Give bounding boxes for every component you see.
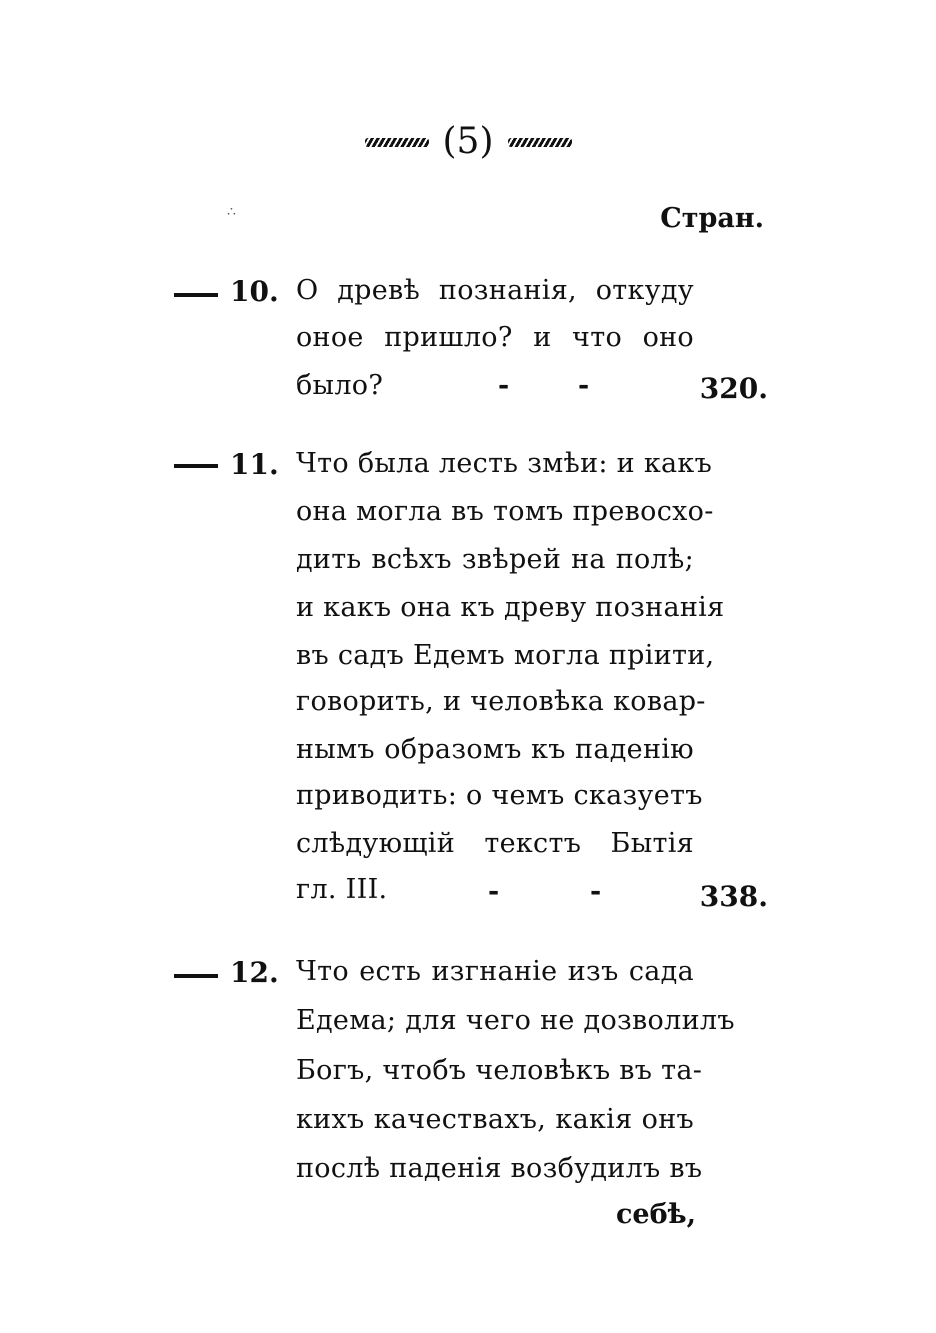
entry-line: Что есть изгнаніе изъ сада [296,956,694,987]
entry-number: 10. [230,275,279,308]
entry-line: слѣдующій текстъ Бытія [296,828,694,859]
entry-line: она могла въ томъ превосхо- [296,496,714,527]
entry-line: оное пришло? и что оно [296,322,694,353]
entry-line: приводить: о чемъ сказуетъ [296,780,703,811]
entry-line: Богъ, чтобъ человѣкъ въ та- [296,1055,703,1086]
entry-dash-icon [174,464,218,468]
entry-line: въ садъ Едемъ могла пріити, [296,640,715,671]
leader-dot: - [488,876,500,907]
leader-dot: - [498,370,510,401]
right-ornament-icon [508,138,572,147]
entry-dash-icon [174,293,218,297]
entry-line: дить всѣхъ звѣрей на полѣ; [296,544,694,575]
leader-dot: - [578,370,590,401]
entry-line: О древѣ познанія, откуду [296,275,694,306]
entry-page: 338. [699,880,768,913]
left-ornament-icon [365,138,429,147]
entry-line: послѣ паденія возбудилъ въ [296,1153,703,1184]
entry-line: Едема; для чего не дозволилъ [296,1005,735,1036]
entry-line: кихъ качествахъ, какія онъ [296,1104,694,1135]
entry-dash-icon [174,974,218,978]
ink-speck-icon: ∴ [227,204,236,220]
entry-line: гл. III. [296,874,388,905]
entry-line: и какъ она къ древу познанія [296,592,725,623]
page-header [0,120,936,164]
column-header: Стран. [660,203,764,234]
entry-line: нымъ образомъ къ паденію [296,734,694,765]
entry-number: 12. [230,956,279,989]
entry-line: говорить, и человѣка ковар- [296,686,706,717]
entry-page: 320. [699,372,768,405]
leader-dot: - [590,876,602,907]
entry-line: было? [296,370,384,401]
catchword: себѣ, [615,1199,696,1230]
page-number: (5) [442,121,494,162]
entry-number: 11. [230,448,279,481]
entry-line: Что была лесть змѣи: и какъ [296,448,713,479]
